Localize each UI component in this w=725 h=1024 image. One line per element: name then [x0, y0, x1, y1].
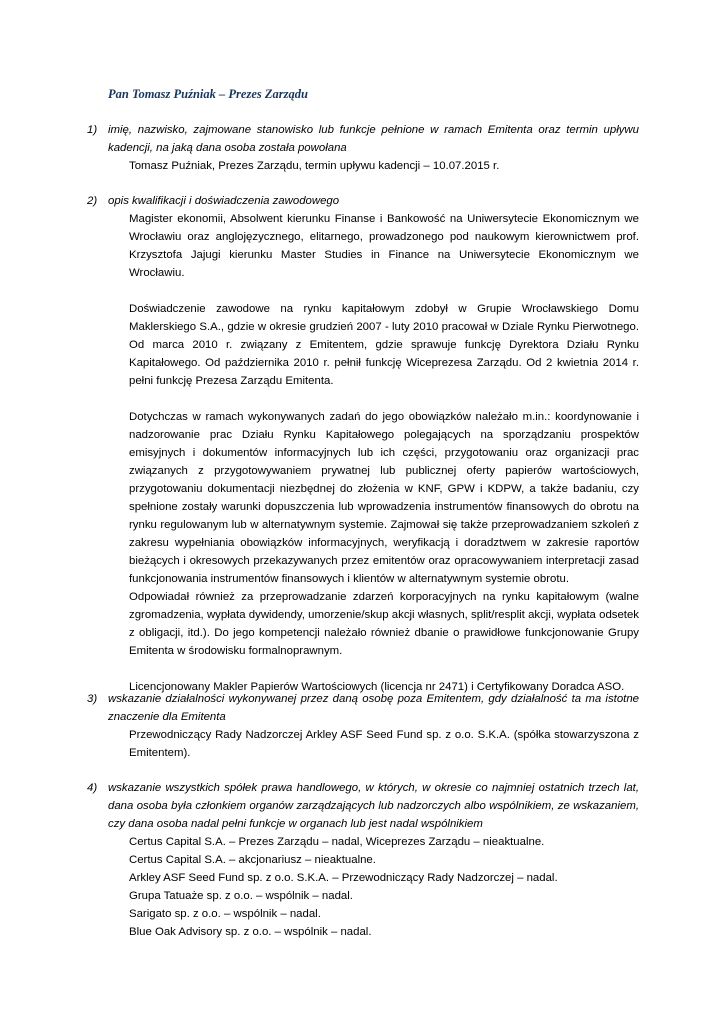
- section-heading: imię, nazwisko, zajmowane stanowisko lub funkcje pełnione w ramach Emitenta oraz termin upływu kadencji, na jaką dana osoba została powołana: [108, 124, 639, 154]
- section-heading: wskazanie działalności wykonywanej przez daną osobę poza Emitentem, gdy działalność ta ma istotne znaczenie dla Emitenta: [108, 693, 639, 723]
- list-item: Certus Capital S.A. – akcjonariusz – nieaktualne.: [129, 854, 376, 866]
- list-item: Arkley ASF Seed Fund sp. z o.o. S.K.A. – Przewodniczący Rady Nadzorczej – nadal.: [129, 872, 558, 884]
- section-number: 3): [87, 693, 98, 705]
- page-title: Pan Tomasz Puźniak – Prezes Zarządu: [108, 87, 308, 101]
- section-heading: opis kwalifikacji i doświadczenia zawodowego: [108, 195, 340, 207]
- paragraph: Dotychczas w ramach wykonywanych zadań do jego obowiązków należało m.in.: koordynowanie i nadzorowanie prac Działu Rynku Kapitałowego polegających na sporządzaniu prospektów emisyjnych i dokumentów informacyjnych lub ich części, przygotowaniu oraz organizacji prac związanych z przygotowywaniem prywatnej lub publicznej oferty papierów wartościowych, przygotowaniu dokumentacji niezbędnej do złożenia w KNF, GPW i KDPW, a także badaniu, czy spełnione zostały warunki dopuszczenia lub wprowadzenia instrumentów finansowych do obrotu na rynku regulowanym lub w alternatywnym systemie. Zajmował się także przeprowadzaniem szkoleń z zakresu wypełniania obowiązków informacyjnych, weryfikacją i doradztwem w zakresie raportów bieżących i okresowych przekazywanych przez emitentów oraz opracowywaniem interpretacji zasad funkcjonowania instrumentów finansowych i klientów w alternatywnym systemie obrotu.: [129, 411, 639, 585]
- section-body: [129, 833, 639, 941]
- section-3: [87, 690, 639, 762]
- section-2: [87, 192, 639, 696]
- paragraph: Tomasz Puźniak, Prezes Zarządu, termin upływu kadencji – 10.07.2015 r.: [129, 160, 500, 172]
- section-heading: wskazanie wszystkich spółek prawa handlowego, w których, w okresie co najmniej ostatnich trzech lat, dana osoba była członkiem organów zarządzających lub nadzorczych albo wspólnikiem, ze wskazaniem, czy dana osoba nadal pełni funkcje w organach lub jest nadal wspólnikiem: [108, 782, 639, 830]
- section-number: 1): [87, 124, 98, 136]
- list-item: Sarigato sp. z o.o. – wspólnik – nadal.: [129, 908, 321, 920]
- paragraph: Przewodniczący Rady Nadzorczej Arkley ASF Seed Fund sp. z o.o. S.K.A. (spółka stowarzyszona z Emitentem).: [129, 729, 639, 759]
- section-body: [129, 210, 639, 696]
- section-number: 2): [87, 195, 98, 207]
- paragraph: Odpowiadał również za przeprowadzanie zdarzeń korporacyjnych na rynku kapitałowym (walne zgromadzenia, wypłata dywidendy, umorzenie/skup akcji własnych, split/resplit akcji, wypłata odsetek z obligacji, itd.). Do jego kompetencji należało również dbanie o prawidłowe funkcjonowanie Grupy Emitenta w środowisku formalnoprawnym.: [129, 591, 639, 657]
- list-item: Certus Capital S.A. – Prezes Zarządu – nadal, Wiceprezes Zarządu – nieaktualne.: [129, 836, 545, 848]
- paragraph: Licencjonowany Makler Papierów Wartościowych (licencja nr 2471) i Certyfikowany Doradca ASO.: [129, 681, 625, 693]
- paragraph: Magister ekonomii, Absolwent kierunku Finanse i Bankowość na Uniwersytecie Ekonomicznym we Wrocławiu oraz anglojęzycznego, elitarnego, prowadzonego pod naukowym kierownictwem prof. Krzysztofa Jajugi kierunku Master Studies in Finance na Uniwersytecie Ekonomicznym we Wrocławiu.: [129, 213, 639, 279]
- list-item: Blue Oak Advisory sp. z o.o. – wspólnik – nadal.: [129, 926, 372, 938]
- paragraph: Doświadczenie zawodowe na rynku kapitałowym zdobył w Grupie Wrocławskiego Domu Maklerskiego S.A., gdzie w okresie grudzień 2007 - luty 2010 pracował w Dziale Rynku Pierwotnego. Od marca 2010 r. związany z Emitentem, gdzie sprawuje funkcję Dyrektora Działu Rynku Kapitałowego. Od października 2010 r. pełnił funkcję Wiceprezesa Zarządu. Od 2 kwietnia 2014 r. pełni funkcję Prezesa Zarządu Emitenta.: [129, 303, 639, 387]
- list-item: Grupa Tatuaże sp. z o.o. – wspólnik – nadal.: [129, 890, 353, 902]
- section-1: [87, 121, 639, 175]
- section-body: [129, 157, 639, 175]
- section-number: 4): [87, 782, 98, 794]
- section-4: [87, 779, 639, 941]
- section-body: [129, 726, 639, 762]
